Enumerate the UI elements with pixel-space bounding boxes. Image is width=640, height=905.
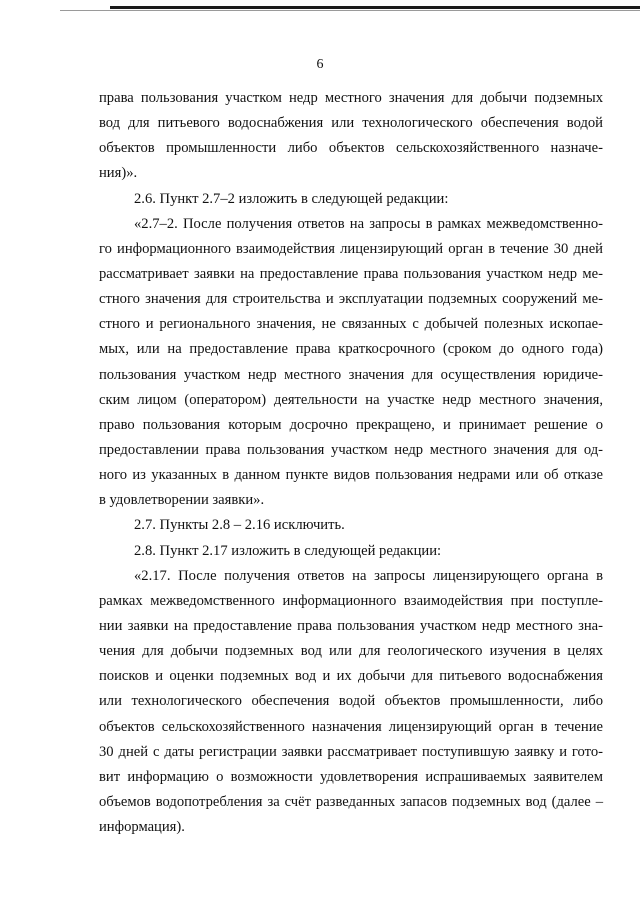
text-line: 2.6. Пункт 2.7–2 изложить в следующей редакции: [134,190,449,207]
page-number: 6 [316,57,324,72]
text-line: нии заявки на предоставление права пользования участком недр местного зна- [99,617,603,634]
text-line: или технологического обеспечения водой объектов промышленности, либо [99,693,603,710]
text-line: право пользования которым досрочно прекращено, и принимает решение о [99,416,603,433]
scan-edge-line-faint [60,10,640,11]
text-line: поисков и оценки подземных вод и их добычи для питьевого водоснабжения [99,668,603,685]
text-line: объектов промышленности либо объектов сельскохозяйственного назначе- [99,140,603,157]
text-line: го информационного взаимодействия лицензирующий орган в течение 30 дней [99,240,603,257]
text-line: «2.17. После получения ответов на запросы лицензирующего органа в [134,567,603,584]
text-line: объектов сельскохозяйственного назначения лицензирующий орган в течение [99,718,603,735]
text-line: ским лицом (оператором) деятельности на участке недр местного значения, [99,391,603,408]
text-line: вод для питьевого водоснабжения или технологического обеспечения водой [99,115,603,132]
scan-edge-line [110,6,640,9]
text-line: 2.7. Пункты 2.8 – 2.16 исключить. [134,517,345,534]
text-line: 2.8. Пункт 2.17 изложить в следующей редакции: [134,542,442,559]
text-line: стного значения для строительства и эксплуатации подземных сооружений ме- [99,291,603,308]
text-line: мых, или на предоставление права краткосрочного (сроком до одного года) [99,341,603,358]
text-line: предоставлении права пользования участком недр местного значения для од- [99,441,603,458]
text-line: пользования участком недр местного значения для осуществления юридиче- [99,366,603,383]
text-line: в удовлетворении заявки». [99,492,265,509]
text-line: вит информацию о возможности удовлетворения испрашиваемых заявителем [99,768,603,785]
text-line: права пользования участком недр местного значения для добычи подземных [99,90,603,106]
text-line: рассматривает заявки на предоставление права пользования участком недр ме- [99,265,603,282]
text-line: рамках межведомственного информационного взаимодействия при поступле- [99,592,603,609]
document-body [99,86,603,840]
text-line: стного и регионального значения, не связанных с добычей полезных ископае- [99,316,603,333]
text-line: информация). [99,819,185,836]
text-line: ния)». [99,165,138,182]
text-line: ного из указанных в данном пункте видов пользования недрами или об отказе [99,467,603,484]
text-line: объемов водопотребления за счёт разведанных запасов подземных вод (далее – [99,793,603,810]
text-line: чения для добычи подземных вод или для геологического изучения в целях [99,643,603,660]
text-line: «2.7–2. После получения ответов на запросы в рамках межведомственно- [134,215,603,232]
text-line: 30 дней с даты регистрации заявки рассматривает поступившую заявку и гото- [99,743,603,760]
